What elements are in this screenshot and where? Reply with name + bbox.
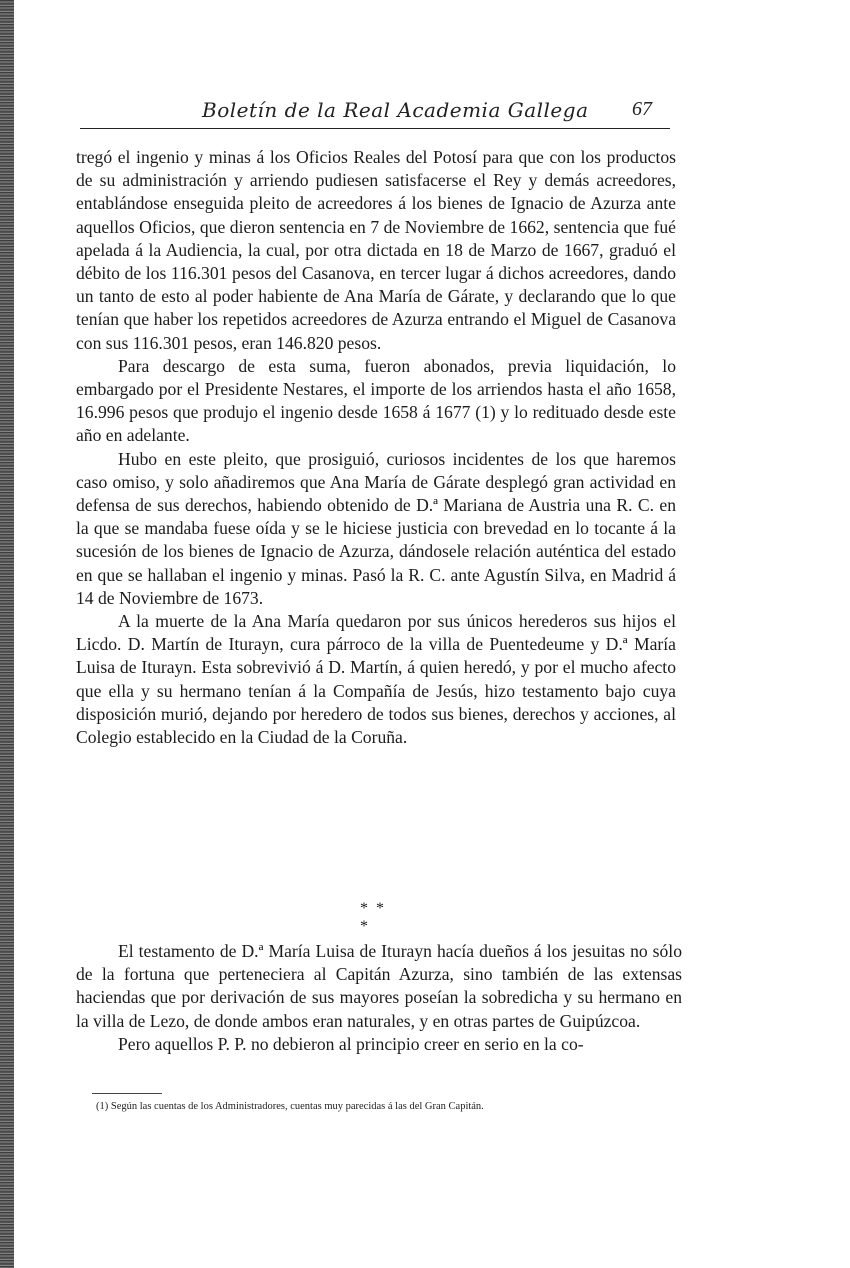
paragraph-5: El testamento de D.ª María Luisa de Iturayn hacía dueños á los jesuitas no sólo de la fortuna que perteneciera al Capitán Azurza, sino también de las extensas haciendas que por derivación de sus mayores poseían la sobredicha y su hermano en la villa de Lezo, de donde ambos eran naturales, y en otras partes de Guipúzcoa. [76,941,682,1031]
main-text-continued [76,940,682,1056]
section-asterism [360,894,400,935]
paragraph-2: Para descargo de esta suma, fueron abonados, previa liquidación, lo embargado por el Presidente Nestares, el importe de los arriendos hasta el año 1658, 16.996 pesos que produjo el ingenio desde 1658 á 1677 (1) y lo redituado desde este año en adelante. [76,355,676,446]
main-text [76,146,676,749]
paragraph-6: Pero aquellos P. P. no debieron al principio creer en serio en la co- [118,1033,584,1054]
paragraph-4: A la muerte de la Ana María quedaron por sus únicos herederos sus hijos el Licdo. D. Martín de Iturayn, cura párroco de la villa de Puentedeume y D.ª María Luisa de Iturayn. Esta sobrevivió á D. Martín, á quien heredó, y por el mucho afecto que ella y su hermano tenían á la Compañía de Jesús, hizo testamento bajo cuya disposición murió, dejando por heredero de todos sus bienes, derechos y acciones, al Colegio establecido en la Ciudad de la Coruña. [76,611,676,748]
running-title: Boletín de la Real Academia Gallega [202,98,589,122]
paragraph-3: Hubo en este pleito, que prosiguió, curiosos incidentes de los que haremos caso omiso, y solo añadiremos que Ana María de Gárate desplegó gran actividad en defensa de sus derechos, habiendo obtenido de D.ª Mariana de Austria una R. C. en la que se mandaba fuese oída y se le hiciese justicia con brevedad en lo tocante á la sucesión de los bienes de Ignacio de Azurza, dándosele relación auténtica del estado en que se hallaban el ingenio y minas. Pasó la R. C. ante Agustín Silva, en Madrid á 14 de Noviembre de 1673. [76,448,676,608]
footnote-divider [92,1093,162,1094]
paragraph-1: tregó el ingenio y minas á los Oficios Reales del Potosí para que con los productos de su administración y arriendo pudiesen satisfacerse el Rey y demás acreedores, entablándose enseguida pleito de acreedores á los bienes de Ignacio de Azurza ante aquellos Oficios, que dieron sentencia en 7 de Noviembre de 1662, sentencia que fué apelada á la Audiencia, la cual, por otra dictada en 18 de Marzo de 1667, graduó el débito de los 116.301 pesos del Casanova, en tercer lugar á dichos acreedores, dando un tanto de esto al poder habiente de Ana María de Gárate, y declarando que lo que tenían que haber los repetidos acreedores de Azurza entrando el Miguel de Casanova con sus 116.301 pesos, eran 146.820 pesos. [76,147,676,353]
footnote: (1) Según las cuentas de los Administradores, cuentas muy parecidas á las del Gran Capitán. [96,1101,484,1112]
page-binding-edge [0,0,14,1268]
asterism-glyphs: * * * [360,900,386,935]
page-header [80,94,670,129]
page-number: 67 [632,98,652,120]
